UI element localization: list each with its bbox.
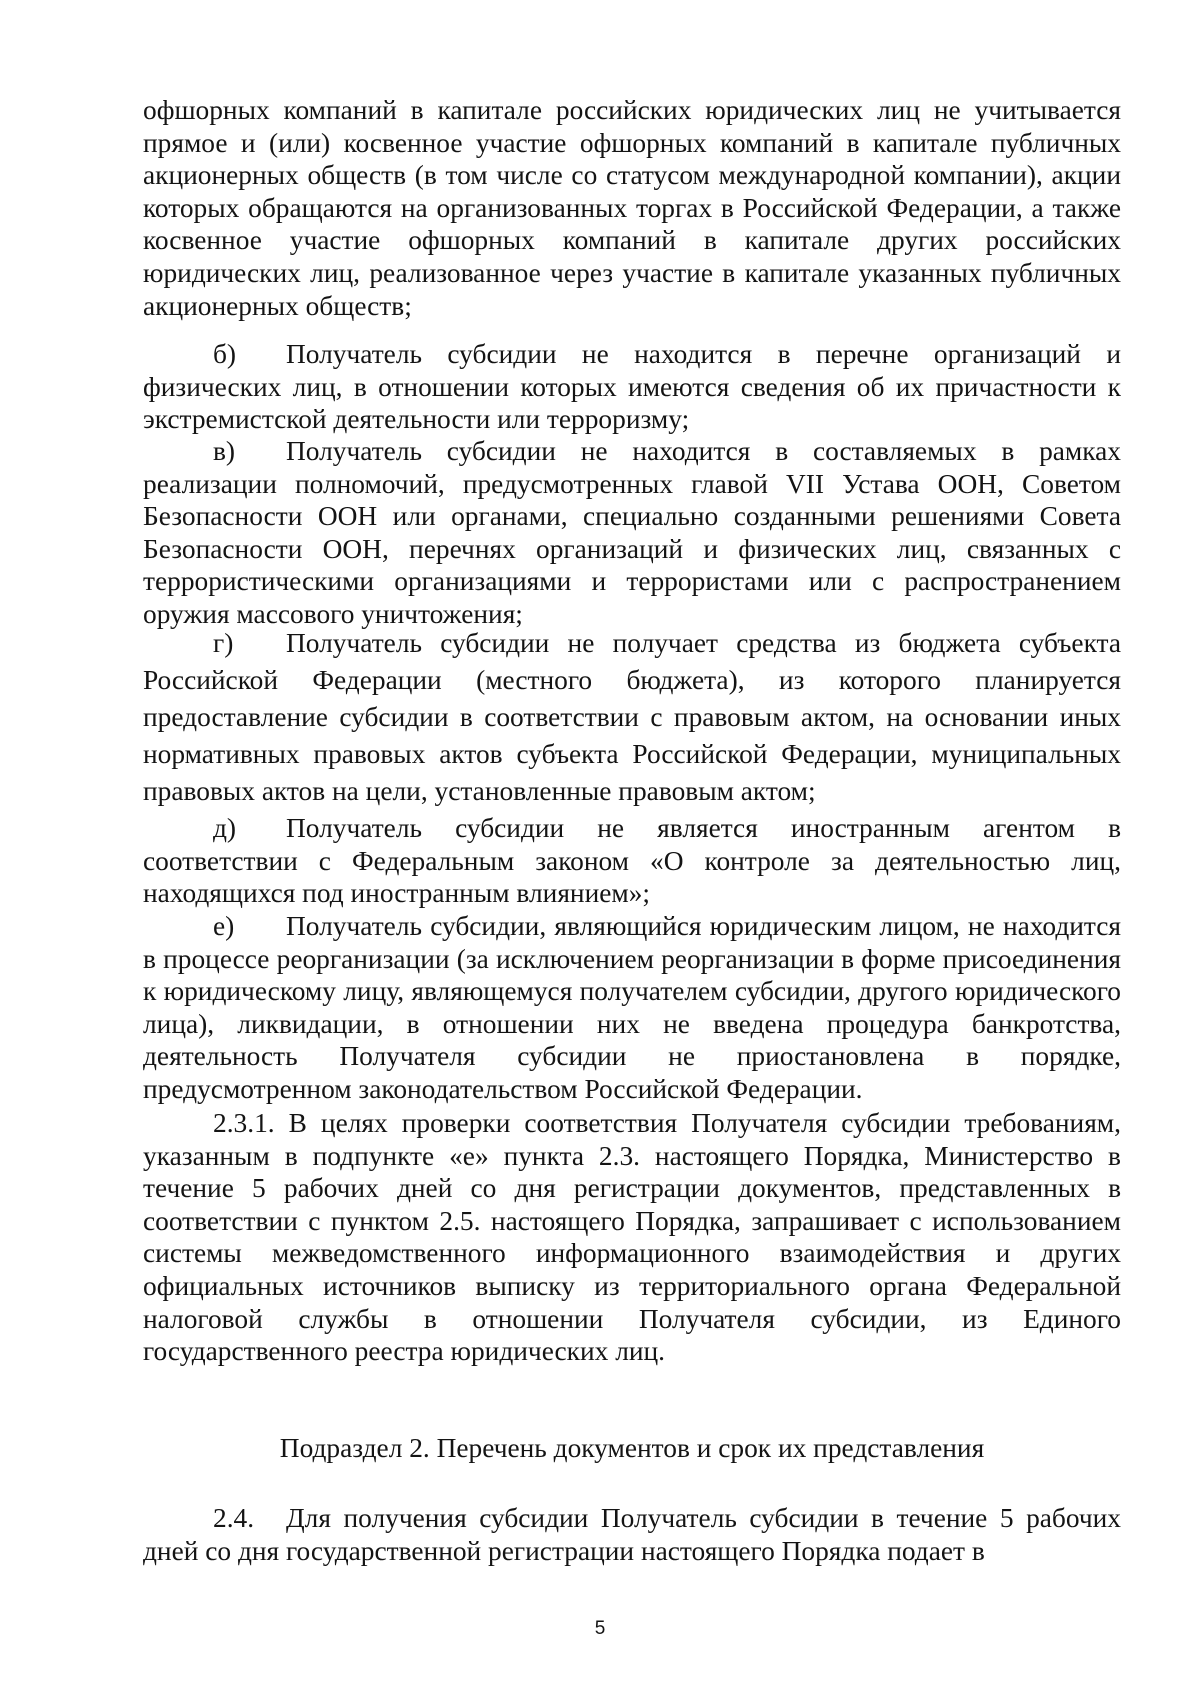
list-item-d <box>143 812 1121 910</box>
list-item-text: Получатель субсидии не находится в перечне организаций и физических лиц, в отношении которых имеются сведения об их причастности к экстремистской деятельности или терроризму; <box>143 339 1121 435</box>
list-marker: б) <box>213 339 237 369</box>
list-item-e <box>143 910 1121 1106</box>
list-item-g <box>143 625 1121 810</box>
paragraph-2-4 <box>143 1502 1121 1567</box>
list-marker: д) <box>213 813 237 843</box>
paragraph-text: Для получения субсидии Получатель субсидии в течение 5 рабочих дней со дня государственной регистрации настоящего Порядка подает в <box>143 1503 1121 1566</box>
page-number: 5 <box>594 1618 606 1639</box>
subsection-title: Подраздел 2. Перечень документов и срок их представления <box>279 1433 985 1463</box>
list-item-text: Получатель субсидии, являющийся юридическим лицом, не находится в процессе реорганизации (за исключением реорганизации в форме присоединения к юридическому лицу, являющемуся получателем субсидии, другого юридического лица), ликвидации, в отношении них не введена процедура банкротства, деятельность Получателя субсидии не приостановлена в порядке, предусмотренном законодательством Российской Федерации. <box>143 911 1121 1104</box>
list-item-b <box>143 338 1121 436</box>
list-marker: в) <box>213 436 236 466</box>
list-item-v <box>143 435 1121 631</box>
list-item-text: Получатель субсидии не получает средства из бюджета субъекта Российской Федерации (местного бюджета), из которого планируется предоставление субсидии в соответствии с правовым актом, на основании иных нормативных правовых актов субъекта Российской Федерации, муниципальных правовых актов на цели, установленные правовым актом; <box>143 628 1121 806</box>
list-item-text: Получатель субсидии не является иностранным агентом в соответствии с Федеральным законом «О контроле за деятельностью лиц, находящихся под иностранным влиянием»; <box>143 813 1121 909</box>
list-marker: г) <box>213 628 234 658</box>
paragraph-marker: 2.4. <box>213 1503 255 1533</box>
list-item-text: Получатель субсидии не находится в составляемых в рамках реализации полномочий, предусмотренных главой VII Устава ООН, Советом Безопасности ООН или органами, специально созданными решениями Совета Безопасности ООН, перечнях организаций и физических лиц, связанных с террористическими организациями и террористами или с распространением оружия массового уничтожения; <box>143 436 1121 629</box>
paragraph-2-3-1: 2.3.1. В целях проверки соответствия Получателя субсидии требованиям, указанным в подпункте «е» пункта 2.3. настоящего Порядка, Министерство в течение 5 рабочих дней со дня регистрации документов, представленных в соответствии с пунктом 2.5. настоящего Порядка, запрашивает с использованием системы межведомственного информационного взаимодействия и других официальных источников выписку из территориального органа Федеральной налоговой службы в отношении Получателя субсидии, из Единого государственного реестра юридических лиц. <box>143 1108 1121 1367</box>
intro-paragraph: офшорных компаний в капитале российских юридических лиц не учитывается прямое и (или) косвенное участие офшорных компаний в капитале публичных акционерных обществ (в том числе со статусом международной компании), акции которых обращаются на организованных торгах в Российской Федерации, а также косвенное участие офшорных компаний в капитале других российских юридических лиц, реализованное через участие в капитале указанных публичных акционерных обществ; <box>143 95 1121 321</box>
list-marker: е) <box>213 911 235 941</box>
